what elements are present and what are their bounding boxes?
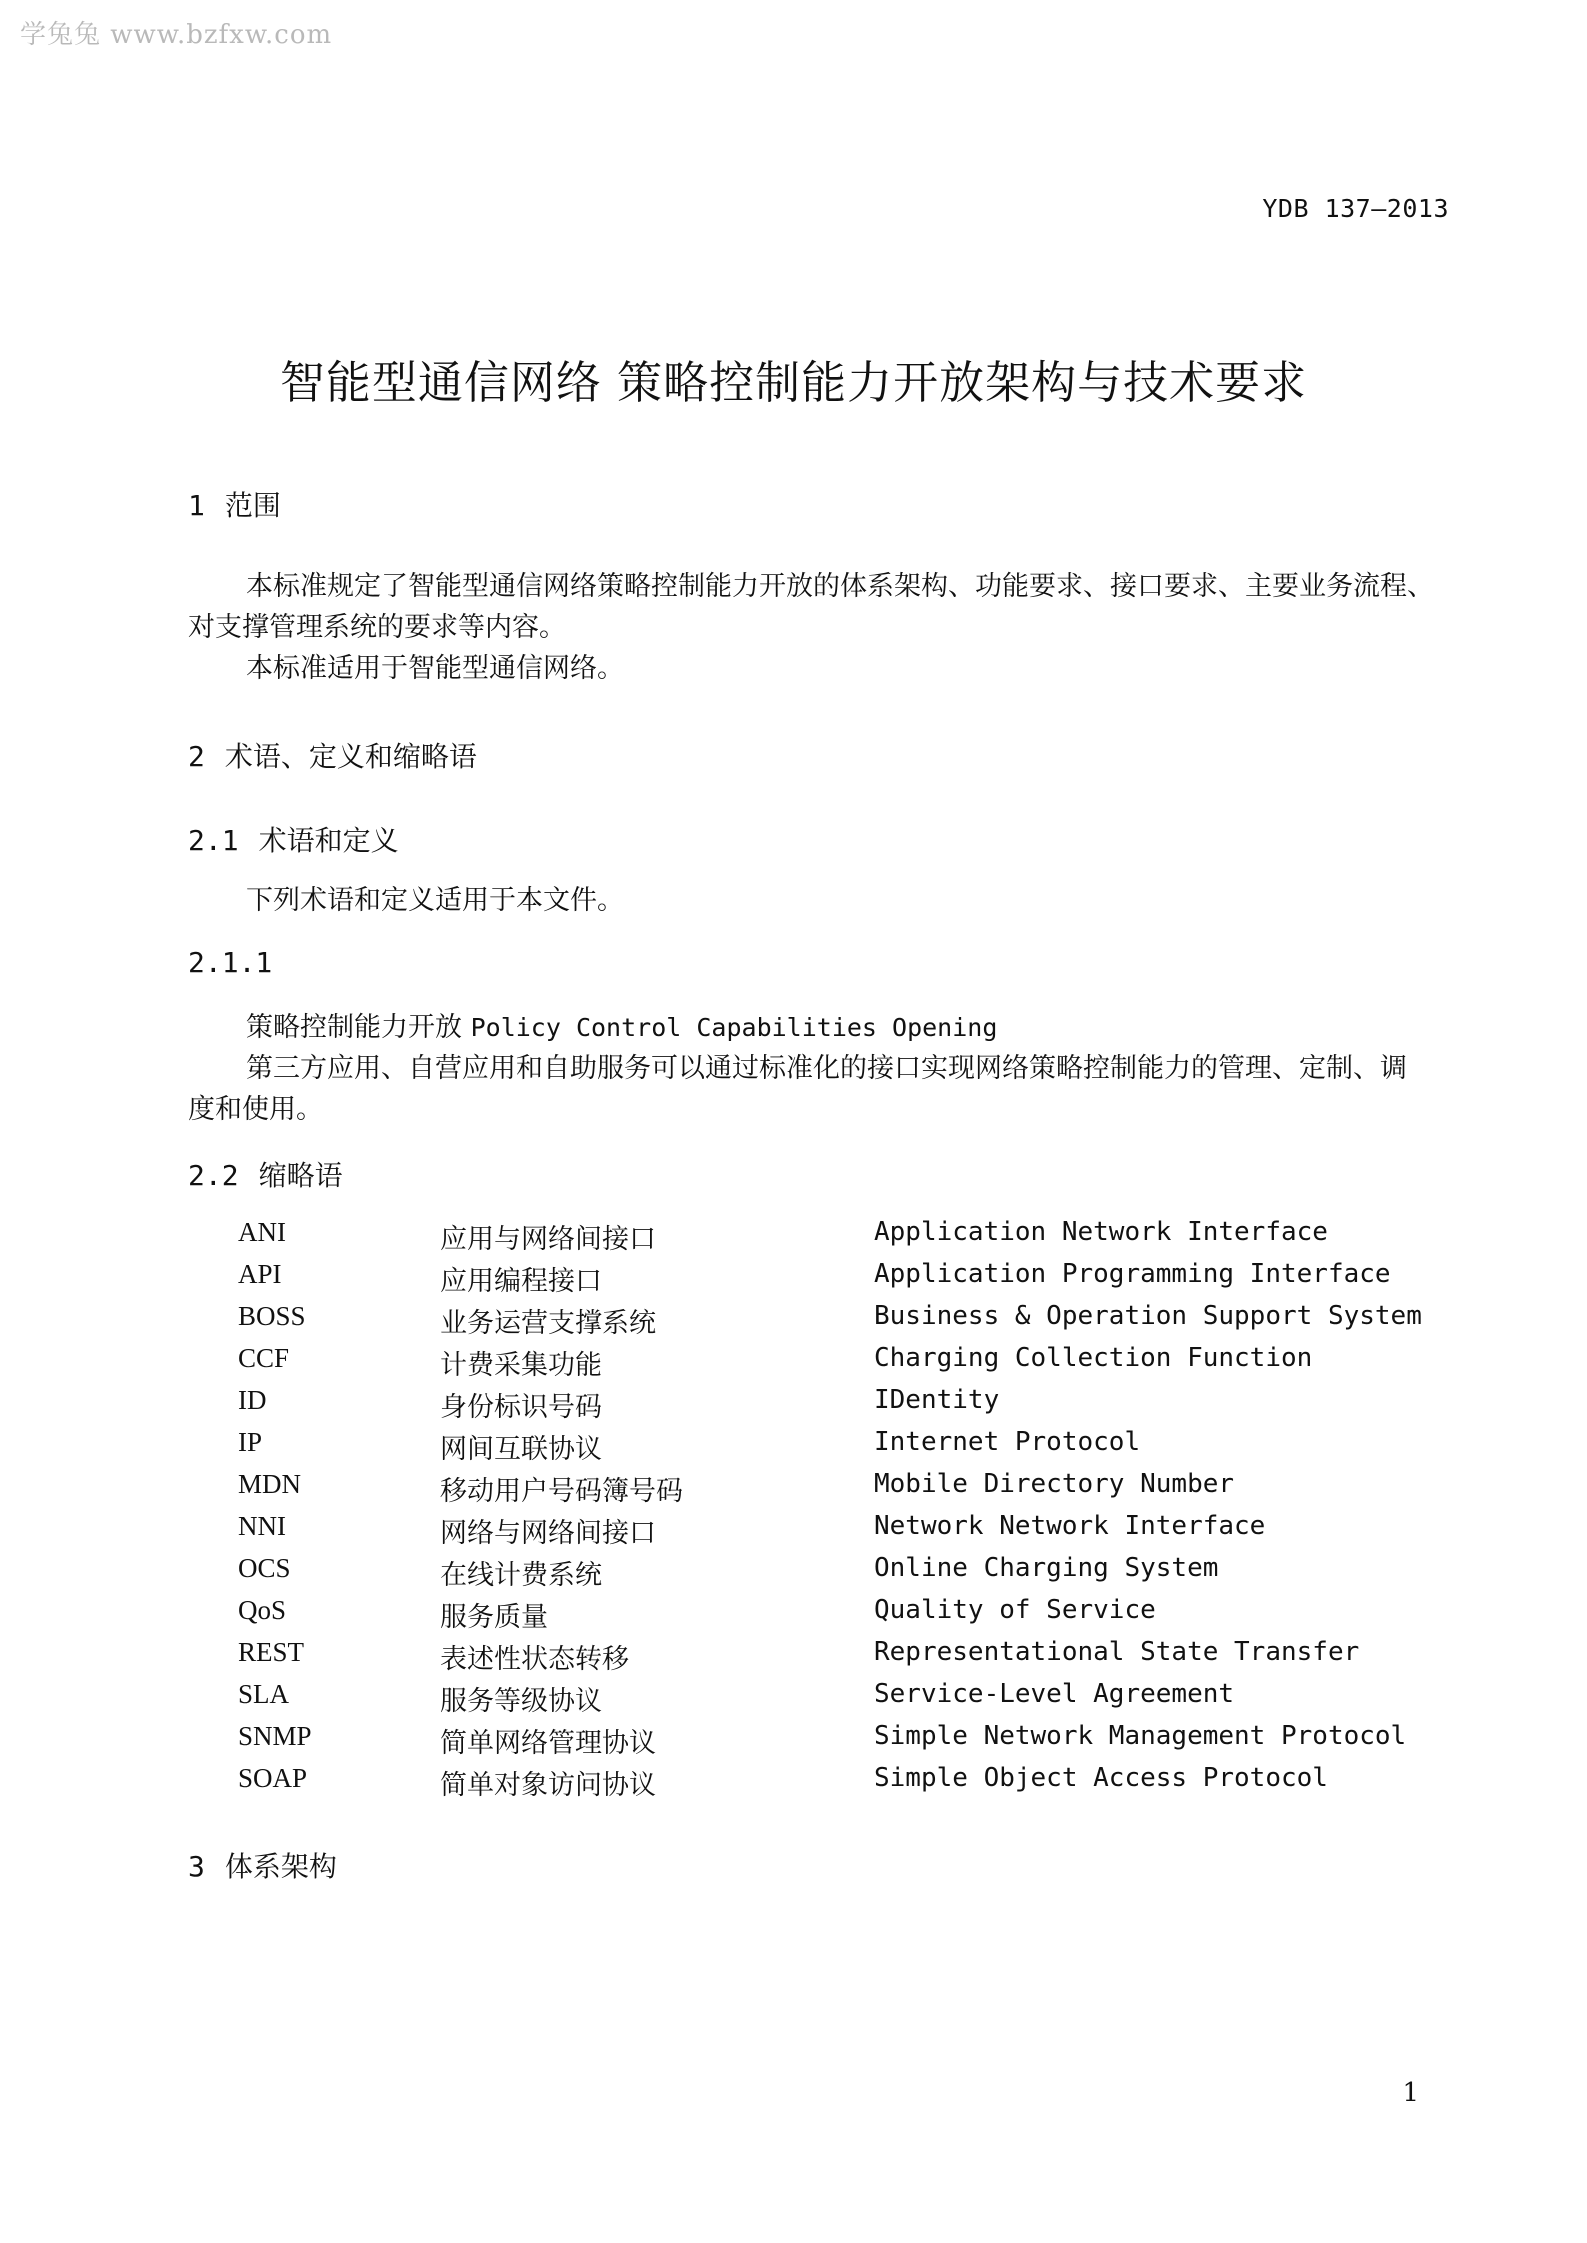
list-item <box>238 1763 1398 1805</box>
abbr-code: SOAP <box>238 1763 308 1793</box>
section-title: 范围 <box>224 489 281 522</box>
term-english: Policy Control Capabilities Opening <box>470 1013 998 1042</box>
abbr-chinese: 应用与网络间接口 <box>440 1224 656 1255</box>
abbr-chinese: 身份标识号码 <box>440 1392 602 1423</box>
watermark: 学兔兔 www.bzfxw.com <box>20 20 333 50</box>
abbr-english: Charging Collection Function <box>874 1343 1313 1373</box>
abbr-code: SNMP <box>238 1721 312 1751</box>
term-definition-line-1: 第三方应用、自营应用和自助服务可以通过标准化的接口实现网络策略控制能力的管理、定制、调 <box>246 1053 1407 1084</box>
abbr-chinese: 计费采集功能 <box>440 1350 602 1381</box>
abbr-chinese: 网络与网络间接口 <box>440 1518 656 1549</box>
section-number: 2.1 <box>188 824 239 857</box>
abbr-code: CCF <box>238 1343 290 1373</box>
terms-intro: 下列术语和定义适用于本文件。 <box>246 885 624 916</box>
abbr-code: QoS <box>238 1595 287 1625</box>
document-number: YDB 137—2013 <box>1262 194 1449 223</box>
abbr-code: ANI <box>238 1217 286 1247</box>
scope-paragraph-line-1: 本标准规定了智能型通信网络策略控制能力开放的体系架构、功能要求、接口要求、主要业务流程、 <box>246 571 1434 602</box>
abbr-chinese: 简单网络管理协议 <box>440 1728 656 1759</box>
list-item <box>238 1259 1398 1301</box>
abbr-english: Simple Network Management Protocol <box>874 1721 1407 1751</box>
section-number: 3 <box>188 1850 205 1883</box>
list-item <box>238 1637 1398 1679</box>
list-item <box>238 1511 1398 1553</box>
section-title: 体系架构 <box>224 1850 337 1883</box>
section-title: 术语和定义 <box>258 824 399 857</box>
abbr-english: Business & Operation Support System <box>874 1301 1422 1331</box>
abbr-chinese: 表述性状态转移 <box>440 1644 629 1675</box>
list-item <box>238 1553 1398 1595</box>
abbr-english: Simple Object Access Protocol <box>874 1763 1328 1793</box>
term-chinese: 策略控制能力开放 <box>246 1012 462 1043</box>
list-item <box>238 1469 1398 1511</box>
section-number: 2 <box>188 740 205 773</box>
section-2-heading <box>188 735 477 775</box>
section-title: 缩略语 <box>258 1159 343 1192</box>
list-item <box>238 1427 1398 1469</box>
abbr-english: Network Network Interface <box>874 1511 1266 1541</box>
abbr-chinese: 应用编程接口 <box>440 1266 602 1297</box>
scope-applicability: 本标准适用于智能型通信网络。 <box>246 653 624 684</box>
list-item <box>238 1343 1398 1385</box>
list-item <box>238 1679 1398 1721</box>
abbr-chinese: 移动用户号码簿号码 <box>440 1476 683 1507</box>
list-item <box>238 1721 1407 1763</box>
list-item <box>238 1595 1398 1637</box>
abbr-chinese: 业务运营支撑系统 <box>440 1308 656 1339</box>
term-entry <box>246 1007 997 1048</box>
abbr-code: BOSS <box>238 1301 306 1331</box>
section-2-1-1-number: 2.1.1 <box>188 946 273 979</box>
section-2-2-heading <box>188 1154 343 1194</box>
abbr-english: Internet Protocol <box>874 1427 1141 1457</box>
abbr-english: IDentity <box>874 1385 1000 1415</box>
term-definition-line-2: 度和使用。 <box>188 1094 323 1125</box>
abbr-english: Service-Level Agreement <box>874 1679 1235 1709</box>
abbr-code: ID <box>238 1385 267 1415</box>
section-3-heading <box>188 1845 337 1885</box>
abbr-code: IP <box>238 1427 263 1457</box>
abbr-chinese: 网间互联协议 <box>440 1434 602 1465</box>
abbr-english: Application Network Interface <box>874 1217 1328 1247</box>
scope-paragraph-line-2: 对支撑管理系统的要求等内容。 <box>188 612 566 643</box>
list-item <box>238 1301 1422 1343</box>
section-1-heading <box>188 484 281 524</box>
section-number: 2.2 <box>188 1159 239 1192</box>
abbr-code: MDN <box>238 1469 302 1499</box>
document-title: 智能型通信网络 策略控制能力开放架构与技术要求 <box>279 356 1308 409</box>
abbr-code: API <box>238 1259 282 1289</box>
abbr-english: Application Programming Interface <box>874 1259 1391 1289</box>
list-item <box>238 1217 1398 1259</box>
abbr-chinese: 服务等级协议 <box>440 1686 602 1717</box>
list-item <box>238 1385 1398 1427</box>
abbr-code: REST <box>238 1637 305 1667</box>
section-title: 术语、定义和缩略语 <box>224 740 477 773</box>
abbr-code: OCS <box>238 1553 291 1583</box>
abbr-chinese: 服务质量 <box>440 1602 548 1633</box>
section-2-1-heading <box>188 819 399 859</box>
abbr-chinese: 在线计费系统 <box>440 1560 602 1591</box>
abbr-english: Online Charging System <box>874 1553 1219 1583</box>
abbr-code: NNI <box>238 1511 286 1541</box>
page-number: 1 <box>1402 2078 1419 2108</box>
abbr-chinese: 简单对象访问协议 <box>440 1770 656 1801</box>
abbr-english: Representational State Transfer <box>874 1637 1360 1667</box>
section-number: 1 <box>188 489 205 522</box>
abbr-english: Mobile Directory Number <box>874 1469 1235 1499</box>
abbr-english: Quality of Service <box>874 1595 1156 1625</box>
abbr-code: SLA <box>238 1679 290 1709</box>
